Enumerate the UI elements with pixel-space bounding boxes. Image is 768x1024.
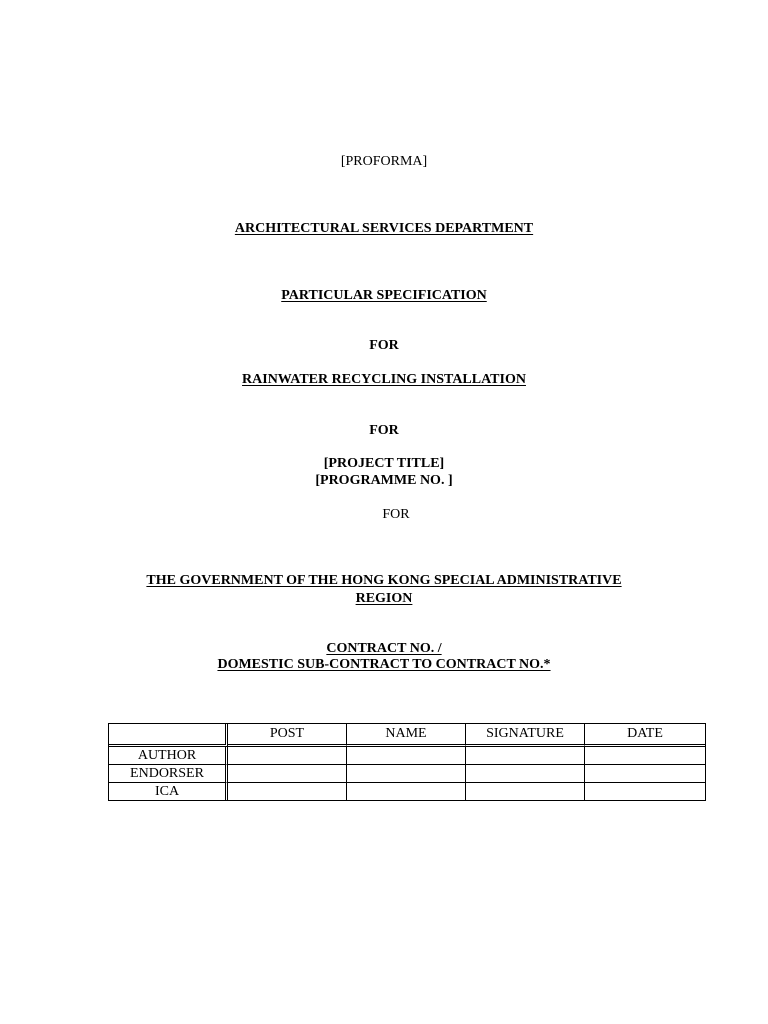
proforma-label: [PROFORMA] [340, 154, 428, 169]
header-cell-date: DATE [585, 724, 705, 747]
cell-date[interactable] [585, 783, 705, 800]
programme-number: [PROGRAMME NO. ] [315, 473, 453, 488]
table-header-row [109, 724, 705, 747]
cell-signature[interactable] [466, 783, 585, 800]
installation-title: RAINWATER RECYCLING INSTALLATION [242, 372, 526, 387]
header-cell-blank [109, 724, 228, 747]
header-cell-name: NAME [347, 724, 466, 747]
government-line-1: THE GOVERNMENT OF THE HONG KONG SPECIAL ADMINISTRATIVE [146, 573, 622, 588]
cell-name[interactable] [347, 765, 466, 783]
contract-number: CONTRACT NO. / [326, 641, 442, 656]
cell-date[interactable] [585, 765, 705, 783]
sub-contract-number: DOMESTIC SUB-CONTRACT TO CONTRACT NO.* [217, 657, 551, 672]
cell-post[interactable] [228, 765, 347, 783]
row-label-endorser: ENDORSER [109, 765, 228, 783]
table-row [109, 765, 705, 783]
cell-date[interactable] [585, 747, 705, 765]
project-title: [PROJECT TITLE] [323, 456, 445, 471]
spec-title: PARTICULAR SPECIFICATION [281, 288, 487, 303]
cell-post[interactable] [228, 747, 347, 765]
cell-post[interactable] [228, 783, 347, 800]
cell-name[interactable] [347, 783, 466, 800]
row-label-ica: ICA [109, 783, 228, 800]
table-row [109, 747, 705, 765]
row-label-author: AUTHOR [109, 747, 228, 765]
signature-table [108, 723, 706, 801]
cell-signature[interactable] [466, 747, 585, 765]
header-cell-post: POST [228, 724, 347, 747]
for-label-1: FOR [369, 338, 399, 353]
for-label-3: FOR [382, 507, 410, 522]
cell-name[interactable] [347, 747, 466, 765]
department-heading: ARCHITECTURAL SERVICES DEPARTMENT [234, 221, 534, 236]
for-label-2: FOR [369, 423, 399, 438]
cell-signature[interactable] [466, 765, 585, 783]
government-line-2: REGION [355, 591, 413, 606]
table-row [109, 783, 705, 800]
header-cell-signature: SIGNATURE [466, 724, 585, 747]
